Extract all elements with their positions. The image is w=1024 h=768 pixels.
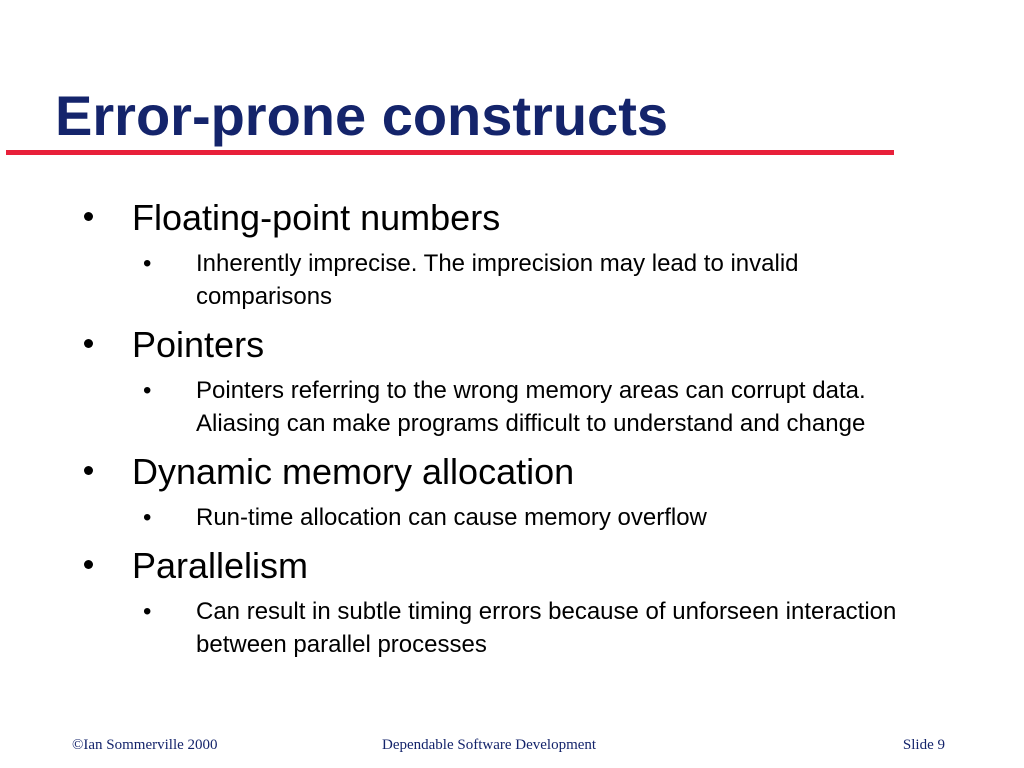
slide-footer bbox=[0, 735, 1024, 755]
slide-content bbox=[0, 194, 1024, 669]
sub-point bbox=[0, 242, 1024, 315]
topic-label: Floating-point numbers bbox=[132, 197, 501, 238]
footer-course-title: Dependable Software Development bbox=[382, 737, 597, 753]
sub-bullet-icon: • bbox=[143, 598, 152, 625]
sub-point bbox=[0, 369, 1024, 442]
sub-point-text: Can result in subtle timing errors because of unforseen interaction between parallel processes bbox=[196, 598, 897, 658]
sub-point bbox=[0, 496, 1024, 536]
bullet-dot-icon bbox=[84, 339, 93, 348]
footer-slide-number: Slide 9 bbox=[902, 737, 945, 753]
sub-point-text: Inherently imprecise. The imprecision may lead to invalid comparisons bbox=[196, 250, 799, 310]
topic-dynamic-memory bbox=[0, 448, 1024, 536]
sub-bullet-icon: • bbox=[143, 250, 152, 277]
sub-bullet-icon: • bbox=[143, 377, 152, 404]
topic-parallelism bbox=[0, 542, 1024, 663]
topic-label: Pointers bbox=[132, 324, 265, 365]
slide-title: Error-prone constructs bbox=[55, 84, 668, 147]
title-underline-rule bbox=[6, 150, 894, 155]
topic-label: Dynamic memory allocation bbox=[132, 451, 575, 492]
footer-copyright: ©Ian Sommerville 2000 bbox=[72, 737, 218, 753]
topic-floating-point bbox=[0, 194, 1024, 315]
bullet-dot-icon bbox=[84, 560, 93, 569]
bullet-dot-icon bbox=[84, 466, 93, 475]
topic-label: Parallelism bbox=[132, 545, 309, 586]
sub-bullet-icon: • bbox=[143, 504, 152, 531]
sub-point bbox=[0, 590, 1024, 663]
topic-pointers bbox=[0, 321, 1024, 442]
sub-point-text: Pointers referring to the wrong memory areas can corrupt data. Aliasing can make programs difficult to understand and change bbox=[196, 377, 866, 437]
bullet-dot-icon bbox=[84, 212, 93, 221]
sub-point-text: Run-time allocation can cause memory overflow bbox=[196, 504, 707, 531]
